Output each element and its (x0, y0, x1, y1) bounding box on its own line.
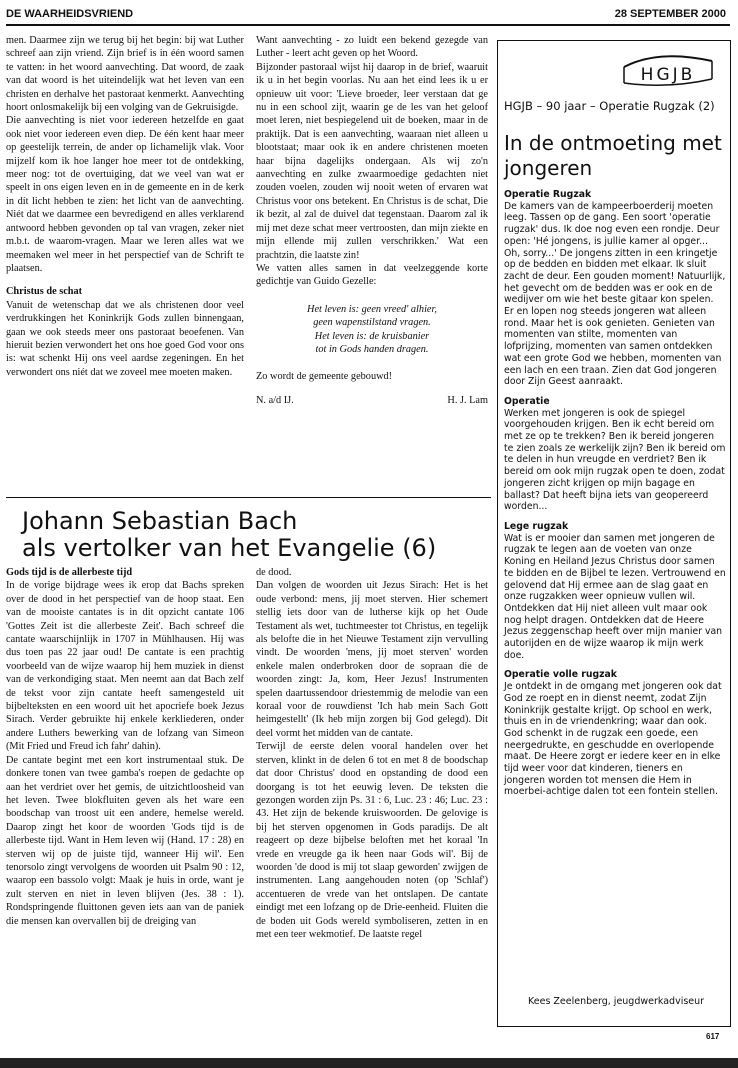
closing-line: Zo wordt de gemeente gebouwd! (256, 371, 393, 383)
poem-line: Het leven is: de kruisbanier (314, 330, 430, 342)
publication-name: DE WAARHEIDSVRIEND (6, 8, 134, 20)
paragraph: Vanuit de wetenschap dat we als christenen door veel verdrukkingen het Koninkrijk Gods zullen binnengaan, gaan we ook steeds meer ons pastoraat beoefenen. Van hieruit bezien verwondert het ons hoe goed God voor ons is: wat schenkt Hij ons veel aardse zegeningen. En het verwondert ons niét dat we zoveel mee moeten maken. (6, 299, 244, 378)
paragraph: We vatten alles samen in dat veelzeggende korte gedichtje van Guido Gezelle: (256, 262, 488, 288)
paragraph: Bijzonder pastoraal wijst hij daarop in de brief, waaruit ik u in het begin voorlas. Nu aan het eind lees ik u er opnieuw uit voor: 'Lieve broeder, leer verstaan dat ge nu in een school zijt, waarin ge de les van het geloof moet leren, niet bespiegelend uit de boeken, maar in de praktijk. Dat is een aanvechting, waaraan niet alleen u blootstaat; maar ook ik en andere christenen moeten haar bijna dagelijks ondergaan. Als wij zo'n aanvechting en zulke zwaarmoedige gedachten niet zouden voelen, zouden wij nooit weten of ervaren wat Christus voor ons betekent. En Christus is de schat, Die ik bezit, al zal de duivel dat tegenstaan. Daarom zal ik mij met deze schat meer vertroosten, dan mijn ziekte en mijn ellende mij zullen verschrikken.' Wat een prachtzin, die laatste zin! (256, 61, 488, 261)
title-line: als vertolker van het Evangelie (6) (22, 534, 437, 562)
issue-date: 28 SEPTEMBER 2000 (614, 8, 726, 20)
signature-row (256, 394, 488, 407)
logo-text: HGJB (640, 65, 696, 85)
article2-title (22, 508, 492, 562)
logo-graphic (618, 49, 718, 89)
poem-line: geen wapenstilstand vragen. (313, 317, 431, 329)
article-divider (6, 497, 491, 498)
poem-line: Het leven is: geen vreed' alhier, (307, 303, 437, 315)
title-line: Johann Sebastian Bach (22, 507, 298, 535)
page-header (6, 6, 730, 26)
signature-left: N. a/d IJ. (256, 394, 294, 406)
hgjb-logo (618, 49, 718, 89)
poem-line: tot in Gods handen dragen. (315, 343, 429, 355)
paragraph: In de vorige bijdrage wees ik erop dat Bachs spreken over de dood in het perspectief van de hoop staat. Een van de mooiste cantates is in dit opzicht cantate 106 'Gottes Zeit ist die allerbeste Zeit'. Bach schreef die cantate waarschijnlijk in 1707 in Mühlhausen. Hij was dus toen pas 22 jaar oud! De cantate is een prachtig voorbeeld van de wijze waarop hij hem muziek in dienst van de verkondiging staat. Men neemt aan dat Bach zelf de tekst voor zijn cantate heeft samengesteld uit bijbelteksten en een woord uit het apocriefe boek Jezus Sirach. Verder gebruikte hij enkele kerkliederen, onder andere Luthers bewerking van de lofzang van Simeon (Mit Fried und Freud ich fahr' dahin). (6, 580, 244, 753)
sidebar-heading: Operatie volle rugzak (504, 669, 617, 681)
signature-right: H. J. Lam (447, 394, 488, 406)
sidebar-paragraph: De kamers van de kampeerboerderij moeten leeg. Tassen op de gang. Een soort 'operatie rugzak' dus. Ik doe nog even een rondje. Deur open: 'Hé jongens, is jullie kamer al opger... Oh, sorry...' De jongens zitten in een kringetje op de bedden en bidden met elkaar. Ik sluit zacht de deur. Een gouden moment! Natuurlijk, het gevecht om de bedden was er ook en de wedijver om wie het beste gitaar kon spelen. Er en lopen nog steeds jongeren wat alleen rond. Maar het is ook genieten. Genieten van momenten van stilte, momenten van lofprijzing, momenten van samen ontdekken wat een grote God we hebben, momenten van een lach en een traan. Zien dat God jongeren door Zijn Geest aanraakt. (504, 200, 726, 388)
poem (256, 303, 488, 357)
sidebar-box (497, 40, 731, 1027)
article1-column2 (256, 34, 488, 407)
sidebar-paragraph: Werken met jongeren is ook de spiegel voorgehouden krijgen. Ben ik echt bereid om met ze op te trekken? Ben ik bereid jongeren te zien zoals ze werkelijk zijn? Ben ik bereid om te delen in hun vreugde en verdriet? Ben ik bereid om ook mijn rugzak open te doen, zodat jongeren zicht krijgen op mijn bagage en ballast? Dat heeft bijna iets van geopereerd worden... (504, 407, 726, 513)
sidebar-paragraph: Wat is er mooier dan samen met jongeren de rugzak te legen aan de voeten van onze Koning en Heiland Jezus Christus door samen te bidden en de Bijbel te lezen. Vertrouwend en gelovend dat Hij ermee aan de slag gaat en onze rugzakken weer opnieuw vullen wil. Ontdekken dat Hij niet alleen vult maar ook nog helpt dragen. Ontdekken dat de Heere Jezus zeggenschap heeft over mijn manier van autorijden en de wijze waarop ik mijn werk doe. (504, 532, 726, 661)
paragraph: men. Daarmee zijn we terug bij het begin: bij wat Luther schreef aan zijn vriend. Zijn brief is in één woord samen te vatten: in het woord aanvechting. Dat woord, de zaak van dat woord is het uiteindelijk wat het leven van een christen en derhalve het pastoraat kenmerkt. Aanvechting hoort onlosmakelijk bij een volging van de Gekruisigde. (6, 35, 244, 114)
paragraph: Terwijl de eerste delen vooral handelen over het sterven, klinkt in de delen 6 tot en met 8 de boodschap dat door Christus' dood en opstanding de dood een doorgang is tot het eeuwig leven. De teksten die gezongen worden zijn Ps. 31 : 6, Luc. 23 : 46; Luc. 23 : 43. Het zijn de bekende kruiswoorden. De gelovige is bij het sterven opgenomen in Gods paradijs. De alt reageert op deze bijbelse beloften met het koraal 'In vrede en vreugde ga ik heen naar Gods wil'. Bij de woorden 'de dood is mij tot slaap geworden' zwijgen de instrumenten. Lang aangehouden noten (op 'Schlaf') accentueren de vrede van het ontslapen. De cantate eindigt met een lofzang op de Drie-eenheid. Fluiten die de boden uit Gods wereld symboliseren, zetten in en met een teer wekmotief. De laatste regel (256, 741, 488, 940)
sidebar-heading: Operatie Rugzak (504, 189, 592, 200)
paragraph: de dood. (256, 567, 292, 578)
article1-column1 (6, 34, 244, 379)
paragraph: Want aanvechting - zo luidt een bekend gezegde van Luther - leert acht geven op het Woord. (256, 35, 488, 60)
bottom-bar (0, 1058, 738, 1068)
sidebar-heading: Operatie (504, 395, 550, 407)
sidebar-heading: Lege rugzak (504, 520, 569, 532)
sidebar-body (504, 189, 726, 798)
section-heading: Gods tijd is de allerbeste tijd (6, 567, 133, 578)
sidebar-paragraph: Je ontdekt in de omgang met jongeren ook dat God ze roept en in dienst neemt, zodat Zijn Koninkrijk gestalte krijgt. Op school en werk, thuis en in de vriendenkring; waar dan ook. God schenkt in de rugzak een goede, een neergedrukte, en geschudde en overlopende maat. De Heere zorgt er iedere keer en in elke tijd weer voor dat kinderen, tieners en jongeren worden tot mensen die Hem in moerbei-achtige dalen tot een fontein stellen. (504, 681, 722, 798)
paragraph: Dan volgen de woorden uit Jezus Sirach: Het is het oude verbond: mens, jij moet sterven. Hier schemert stellig iets door van de lutherse kijk op het Oude Testament als wet, tuchtmeester tot Christus, en tegelijk als belofte die in het Nieuwe Testament zijn vervulling vindt. De woorden 'mens, jij moet sterven' worden enkele malen onderbroken door de sopraan die de woorden zingt: Ja, kom, Heer Jezus! Instrumenten spelen daartussendoor driestemmig de melodie van een koraal voor de rouwdienst 'Ich hab mein Sach Gott heimgestellt' (Ik heb mijn zorgen bij God gelegd). Dit deel vormt het midden van de cantate. (256, 580, 488, 739)
sidebar-title: In de ontmoeting met jongeren (504, 131, 722, 180)
sidebar-signature: Kees Zeelenberg, jeugdwerkadviseur (528, 996, 705, 1007)
paragraph: Die aanvechting is niet voor iedereen hetzelfde en gaat ook niet voor iedereen even diep. De één kent haar meer op geestelijk terrein, de ander op lichamelijk vlak. Voor mijzelf kom ik hoe langer hoe meer tot de ontdekking, meer nog: tot de overtuiging, dat we veel van wat er speelt in ons eigen leven en in de gemeente en in de kerk in dít licht hebben te zien: het licht van de aanvechting. Niét dat we daarmee een bevredigend en alles verklarend antwoord hebben gevonden op tal van vragen, zeker niet m.b.t. de waarom-vragen. Maar we leren alles wat we meemaken wel meer in het perspectief van de Schrift te plaatsen. (6, 115, 244, 274)
article2-column1 (6, 566, 244, 928)
sidebar-kicker: HGJB – 90 jaar – Operatie Rugzak (2) (504, 99, 715, 113)
article2-column2 (256, 566, 488, 941)
paragraph: De cantate begint met een kort instrumentaal stuk. De donkere tonen van twee gamba's roepen de gedachte op aan het verdriet over het gemis, de uitzichtloosheid van het leven. Twee blokfluiten geven als het ware een boodschap van troost uit een andere, hemelse wereld. Daarop zingt het koor de woorden 'Gods tijd is de allerbeste tijd. Want in Hem leven wij (Hand. 17 : 28) en sterven wij op de juiste tijd, wanneer Hij wil'. Een tenorsolo zingt vervolgens de woorden uit Psalm 90 : 12, waarop een bassolo volgt: Maak je huis in orde, want je zult sterven en niet in leven blijven (Jes. 38 : 1). Rondspringende fluittonen geven iets aan van de paniek die mensen kan overvallen bij de dreiging van (6, 754, 244, 927)
section-heading: Christus de schat (6, 286, 83, 298)
page-number: 617 (706, 1032, 720, 1041)
